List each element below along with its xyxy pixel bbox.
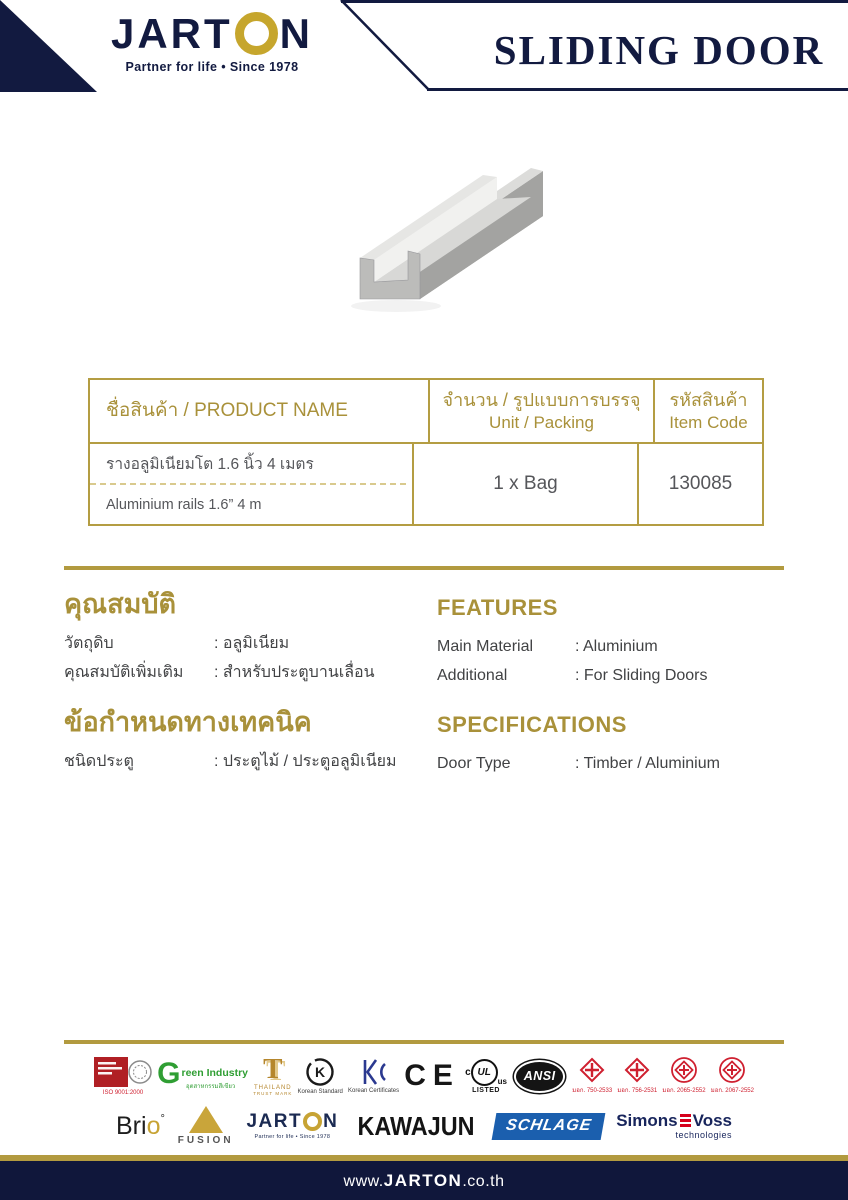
tis-label: มอก. 2065-2552 bbox=[662, 1088, 706, 1094]
item-code-cell: 130085 bbox=[637, 444, 762, 524]
jarton-logo-part1: JART bbox=[110, 9, 233, 57]
spec-value: : ประตูไม้ / ประตูอลูมิเนียม bbox=[214, 752, 397, 770]
ansi-label: ANSI bbox=[523, 1069, 556, 1083]
jarton-brand-part2: N bbox=[323, 1111, 339, 1132]
feature-row bbox=[437, 637, 782, 657]
feature-value: : For Sliding Doors bbox=[575, 667, 708, 685]
simonsvoss-part2: Voss bbox=[692, 1111, 732, 1130]
packing-header-en: Unit / Packing bbox=[489, 412, 594, 432]
fusion-logo bbox=[178, 1106, 234, 1146]
col-packing-header bbox=[428, 380, 653, 442]
thailand-trust-mark-label: THAILAND bbox=[253, 1084, 292, 1091]
gold-divider-bottom bbox=[64, 1040, 784, 1044]
schlage-badge bbox=[492, 1113, 606, 1140]
feature-row bbox=[437, 666, 782, 686]
spec-label: ชนิดประตู bbox=[64, 752, 134, 770]
kc-icon bbox=[360, 1058, 388, 1086]
brio-o: o bbox=[146, 1111, 161, 1140]
ce-mark-logo bbox=[404, 1061, 460, 1091]
packing-header-th: จำนวน / รูปแบบการบรรจุ bbox=[442, 390, 641, 411]
feature-value: : Aluminium bbox=[575, 638, 658, 656]
green-industry-sub: อุตสาหกรรมสีเขียว bbox=[185, 1083, 236, 1090]
item-code-header-en: Item Code bbox=[669, 412, 748, 432]
ul-listed-label: LISTED bbox=[472, 1086, 500, 1094]
product-name-cell bbox=[90, 444, 412, 524]
fusion-triangle-icon bbox=[189, 1106, 223, 1133]
spec-row bbox=[437, 754, 782, 774]
gold-divider-top bbox=[64, 566, 784, 570]
website-link[interactable]: www.JARTON.co.th bbox=[343, 1170, 505, 1190]
korean-standard-logo bbox=[298, 1057, 343, 1095]
product-name-header-label: ชื่อสินค้า / PRODUCT NAME bbox=[106, 400, 348, 422]
features-heading-en: FEATURES bbox=[437, 595, 558, 620]
fusion-label: FUSION bbox=[177, 1135, 234, 1146]
korean-standard-label: Korean Standard bbox=[297, 1089, 343, 1095]
table-header-row bbox=[90, 380, 762, 444]
svg-text:K: K bbox=[315, 1064, 326, 1080]
tis-mark-2067 bbox=[711, 1057, 754, 1095]
features-section-th bbox=[64, 590, 424, 692]
jarton-brand-tagline: Partner for life • Since 1978 bbox=[254, 1134, 331, 1140]
green-industry-text: reen Industry bbox=[181, 1066, 249, 1079]
product-table bbox=[88, 378, 764, 526]
jarton-logo-word bbox=[78, 9, 346, 57]
packing-cell: 1 x Bag bbox=[412, 444, 637, 524]
product-name-en: Aluminium rails 1.6” 4 m bbox=[106, 496, 262, 513]
tis-circle-icon bbox=[671, 1057, 697, 1083]
thailand-trust-mark-icon: T bbox=[263, 1053, 283, 1086]
item-code-header-th: รหัสสินค้า bbox=[669, 390, 748, 411]
ul-listed-logo bbox=[465, 1059, 507, 1094]
green-industry-logo bbox=[157, 1057, 249, 1091]
page-title: SLIDING DOOR bbox=[493, 27, 825, 73]
kawajun-logo bbox=[351, 1113, 481, 1139]
tis-label: มอก. 750-2533 bbox=[572, 1088, 613, 1094]
spec-label: Door Type bbox=[437, 755, 511, 773]
tis-circle-icon bbox=[719, 1057, 745, 1083]
feature-value: : สำหรับประตูบานเลื่อน bbox=[214, 663, 375, 681]
schlage-logo bbox=[494, 1113, 603, 1140]
feature-label: คุณสมบัติเพิ่มเติม bbox=[64, 663, 184, 681]
ce-icon: CE bbox=[404, 1059, 460, 1092]
brio-logo bbox=[116, 1111, 165, 1140]
specs-heading-th: ข้อกำหนดทางเทคนิค bbox=[64, 707, 312, 737]
jarton-brand-part1: JART bbox=[246, 1111, 303, 1132]
brio-part1: Bri bbox=[116, 1111, 147, 1140]
specs-section-en bbox=[437, 713, 782, 783]
tis-diamond-icon bbox=[579, 1057, 605, 1083]
feature-label: วัตถุดิบ bbox=[64, 634, 114, 652]
korean-certificate-logo bbox=[348, 1058, 399, 1094]
ansi-logo bbox=[512, 1058, 567, 1095]
tis-mark-750 bbox=[572, 1057, 612, 1095]
jarton-logo-tagline: Partner for life • Since 1978 bbox=[125, 60, 299, 74]
schlage-label: SCHLAGE bbox=[504, 1116, 594, 1134]
col-item-code-header bbox=[653, 380, 762, 442]
table-row bbox=[90, 444, 762, 524]
iso-9001-label: ISO 9001:2000 bbox=[102, 1090, 144, 1096]
ul-c: c bbox=[465, 1066, 471, 1078]
header bbox=[0, 0, 848, 94]
feature-label: Main Material bbox=[437, 638, 534, 656]
iso-9001-icon bbox=[94, 1056, 152, 1088]
ul-us: us bbox=[497, 1076, 507, 1086]
tis-label: มอก. 2067-2552 bbox=[710, 1088, 754, 1094]
col-product-name-header bbox=[90, 380, 428, 442]
ansi-icon bbox=[516, 1062, 563, 1091]
product-photo bbox=[348, 156, 558, 324]
jarton-brand-logo bbox=[246, 1112, 338, 1140]
feature-row bbox=[64, 663, 424, 683]
features-heading-th: คุณสมบัติ bbox=[64, 589, 177, 619]
thailand-trust-mark-logo bbox=[253, 1053, 293, 1096]
tis-label: มอก. 756-2531 bbox=[617, 1088, 658, 1094]
feature-value: : อลูมิเนียม bbox=[214, 634, 290, 652]
korean-certificate-label: Korean Certificates bbox=[348, 1088, 400, 1094]
jarton-logo-part2: N bbox=[279, 9, 314, 57]
simonsvoss-bars-icon bbox=[680, 1114, 691, 1127]
tis-diamond-icon bbox=[624, 1057, 650, 1083]
tis-mark-2065 bbox=[662, 1057, 705, 1095]
jarton-brand-o-icon bbox=[303, 1112, 322, 1131]
spec-value: : Timber / Aluminium bbox=[575, 755, 720, 773]
feature-label: Additional bbox=[437, 667, 508, 685]
jarton-logo bbox=[78, 9, 346, 74]
simonsvoss-logo bbox=[616, 1112, 732, 1140]
brand-logos bbox=[116, 1106, 732, 1146]
specs-section-th bbox=[64, 708, 424, 781]
thailand-trust-mark-sub: TRUST MARK bbox=[253, 1090, 293, 1096]
iso-9001-logo bbox=[94, 1056, 152, 1096]
simonsvoss-sub: technologies bbox=[675, 1130, 732, 1140]
header-diagonal-line bbox=[341, 0, 429, 90]
brio-degree: ° bbox=[160, 1112, 165, 1125]
ks-icon bbox=[305, 1057, 335, 1087]
certification-logos bbox=[94, 1053, 754, 1096]
ul-icon: UL bbox=[471, 1059, 498, 1086]
feature-row bbox=[64, 634, 424, 654]
specs-heading-en: SPECIFICATIONS bbox=[437, 712, 627, 737]
features-section-en bbox=[437, 596, 782, 695]
simonsvoss-part1: Simons bbox=[616, 1111, 678, 1130]
spec-row bbox=[64, 752, 424, 772]
jarton-logo-o-icon bbox=[235, 12, 278, 55]
kawajun-label: KAWAJUN bbox=[357, 1111, 475, 1141]
green-industry-g: G bbox=[157, 1057, 181, 1091]
product-name-th: รางอลูมิเนียมโต 1.6 นิ้ว 4 เมตร bbox=[106, 456, 314, 473]
tis-mark-756 bbox=[617, 1057, 657, 1095]
footer-bar bbox=[0, 1161, 848, 1200]
